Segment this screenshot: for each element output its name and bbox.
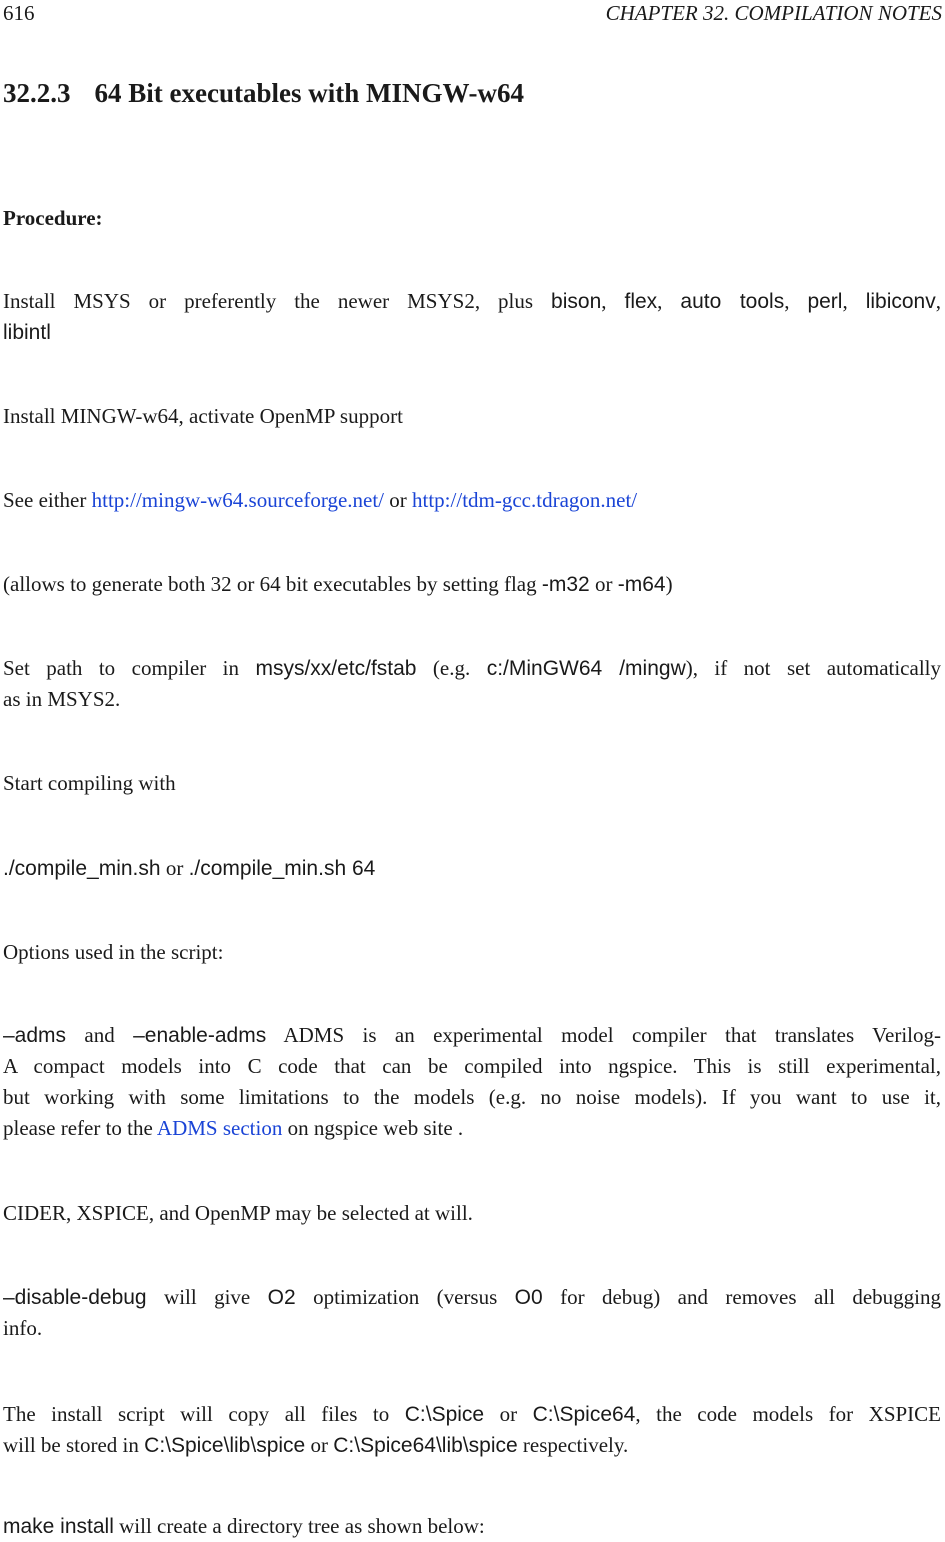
text: optimization (versus [295,1285,515,1309]
text: will be stored in [3,1433,145,1457]
text: please refer to the [3,1116,157,1140]
code-adms: –adms [3,1024,67,1047]
code-m64: -m64 [617,573,666,596]
text: will give [146,1285,268,1309]
link-mingw-w64[interactable]: http://mingw-w64.sourceforge.net/ [91,488,385,512]
text: , [657,289,681,313]
text: A compact models into C code that can be compiled into ngspice. This is still experimental, [3,1054,941,1078]
code-fstab: msys/xx/etc/fstab [255,657,417,680]
code-enable-adms: –enable-adms [133,1024,267,1047]
code-compile-min-64: ./compile_min.sh 64 [188,857,376,880]
text: Set path to compiler in [3,656,256,680]
section-number: 32.2.3 [3,78,71,108]
text: and [66,1023,134,1047]
paragraph-start-compiling: Start compiling with [3,771,176,795]
text: as in MSYS2. [3,687,121,711]
paragraph-set-path [3,653,941,715]
link-adms-section[interactable]: ADMS section [156,1116,283,1140]
code-libintl: libintl [3,321,51,344]
section-heading [3,76,524,110]
section-title: 64 Bit executables with MINGW-w64 [94,78,524,108]
paragraph-make-install [3,1511,941,1542]
code-spice-dir: C:\Spice [404,1403,485,1426]
text: , [935,289,941,313]
text: ) [665,572,673,596]
text: for debug) and removes all debugging [542,1285,941,1309]
text: respectively. [517,1433,629,1457]
paragraph-options: Options used in the script: [3,940,224,964]
text: on ngspice web site . [282,1116,464,1140]
code-disable-debug: –disable-debug [3,1286,147,1309]
code-perl: perl [807,290,843,313]
text: (e.g. [416,656,487,680]
paragraph-install-msys [3,286,941,348]
text: ADMS is an experimental model compiler that translates Verilog- [266,1023,941,1047]
text: will create a directory tree as shown below: [113,1514,485,1538]
text: ), if not set automatically [685,656,941,680]
paragraph-install-script [3,1399,941,1461]
paragraph-compile-commands [3,853,941,884]
code-spice-lib-dir: C:\Spice\lib\spice [144,1434,306,1457]
code-bison: bison [551,290,602,313]
procedure-heading: Procedure: [3,206,103,230]
text: or [589,572,618,596]
text: or [160,856,189,880]
text: (allows to generate both 32 or 64 bit executables by setting flag [3,572,542,596]
running-header [3,0,942,26]
code-mingw-path: c:/MinGW64 /mingw [486,657,686,680]
chapter-title: CHAPTER 32. COMPILATION NOTES [605,1,942,25]
code-flex: flex [624,290,658,313]
text: The install script will copy all files to [3,1402,405,1426]
code-compile-min: ./compile_min.sh [3,857,161,880]
text: or [484,1402,533,1426]
code-o0: O0 [514,1286,543,1309]
code-o2: O2 [267,1286,296,1309]
text: , [842,289,866,313]
text: info. [3,1316,43,1340]
link-tdm-gcc[interactable]: http://tdm-gcc.tdragon.net/ [412,488,638,512]
text: or [305,1433,334,1457]
text: , [784,289,808,313]
paragraph-adms [3,1020,941,1144]
text: Install MSYS or preferently the newer MSYS2, plus [3,289,552,313]
page-number: 616 [3,1,35,25]
text: , [601,289,625,313]
text: or [384,488,413,512]
code-m32: -m32 [541,573,590,596]
paragraph-see-either [3,485,941,516]
paragraph-disable-debug [3,1282,941,1344]
paragraph-install-mingw: Install MINGW-w64, activate OpenMP support [3,404,403,428]
text: but working with some limitations to the models (e.g. no noise models). If you want to use it, [3,1085,941,1109]
code-spice64-dir: C:\Spice64 [532,1403,636,1426]
code-libiconv: libiconv [865,290,936,313]
code-make-install: make install [3,1515,114,1538]
code-auto-tools: auto tools [680,290,785,313]
code-spice64-lib-dir: C:\Spice64\lib\spice [333,1434,518,1457]
paragraph-allows [3,569,941,600]
text: See either [3,488,92,512]
text: , the code models for XSPICE [635,1402,941,1426]
paragraph-cider: CIDER, XSPICE, and OpenMP may be selected at will. [3,1201,473,1225]
